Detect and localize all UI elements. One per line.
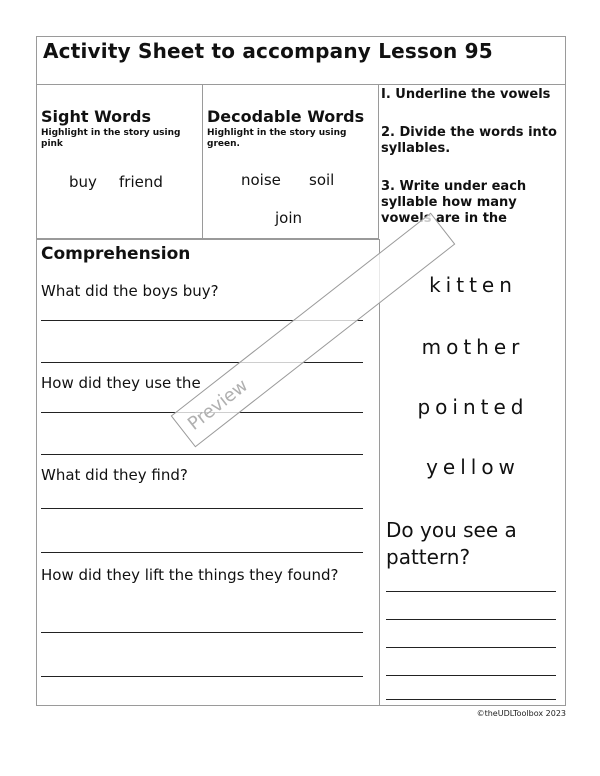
pattern-question: Do you see a pattern?	[386, 518, 517, 569]
syllable-word: pointed	[417, 395, 529, 419]
sheet-title: Activity Sheet to accompany Lesson 95	[43, 39, 493, 63]
syllable-word: mother	[421, 335, 525, 359]
copyright-notice: ©theUDLToolbox 2023	[476, 709, 566, 718]
question-4: How did they lift the things they found?	[41, 566, 339, 584]
sight-words-box	[37, 85, 203, 239]
syllable-word: kitten	[429, 273, 517, 297]
question-1: What did the boys buy?	[41, 282, 219, 300]
answer-line[interactable]	[386, 619, 556, 620]
syllable-column	[379, 239, 565, 705]
sight-word: buy	[69, 173, 97, 191]
answer-line[interactable]	[41, 362, 363, 363]
answer-line[interactable]	[41, 676, 363, 677]
sight-words-heading: Sight Words	[41, 107, 152, 126]
title-bar	[37, 37, 565, 85]
answer-line[interactable]	[386, 647, 556, 648]
answer-line[interactable]	[386, 699, 556, 700]
instruction-3: 3. Write under each syllable how many vowels are in the	[381, 179, 527, 226]
answer-line[interactable]	[41, 632, 363, 633]
decodable-word: soil	[309, 171, 335, 189]
preview-watermark-text: Preview	[183, 375, 253, 435]
answer-line[interactable]	[41, 552, 363, 553]
question-2: How did they use the	[41, 374, 201, 392]
decodable-word: noise	[241, 171, 281, 189]
answer-line[interactable]	[386, 591, 556, 592]
answer-line[interactable]	[386, 675, 556, 676]
sight-words-instruction: Highlight in the story using pink	[41, 128, 181, 149]
decodable-words-instruction: Highlight in the story using green.	[207, 128, 347, 149]
decodable-words-heading: Decodable Words	[207, 107, 365, 126]
answer-line[interactable]	[41, 508, 363, 509]
decodable-words-box	[203, 85, 379, 239]
comprehension-heading: Comprehension	[41, 244, 191, 264]
instruction-2: 2. Divide the words into syllables.	[381, 125, 557, 156]
answer-line[interactable]	[41, 454, 363, 455]
syllable-word: yellow	[426, 455, 520, 479]
activity-sheet	[36, 36, 566, 706]
question-3: What did they find?	[41, 466, 188, 484]
sight-word: friend	[119, 173, 163, 191]
decodable-word: join	[275, 209, 303, 227]
instruction-1: I. Underline the vowels	[381, 87, 551, 102]
